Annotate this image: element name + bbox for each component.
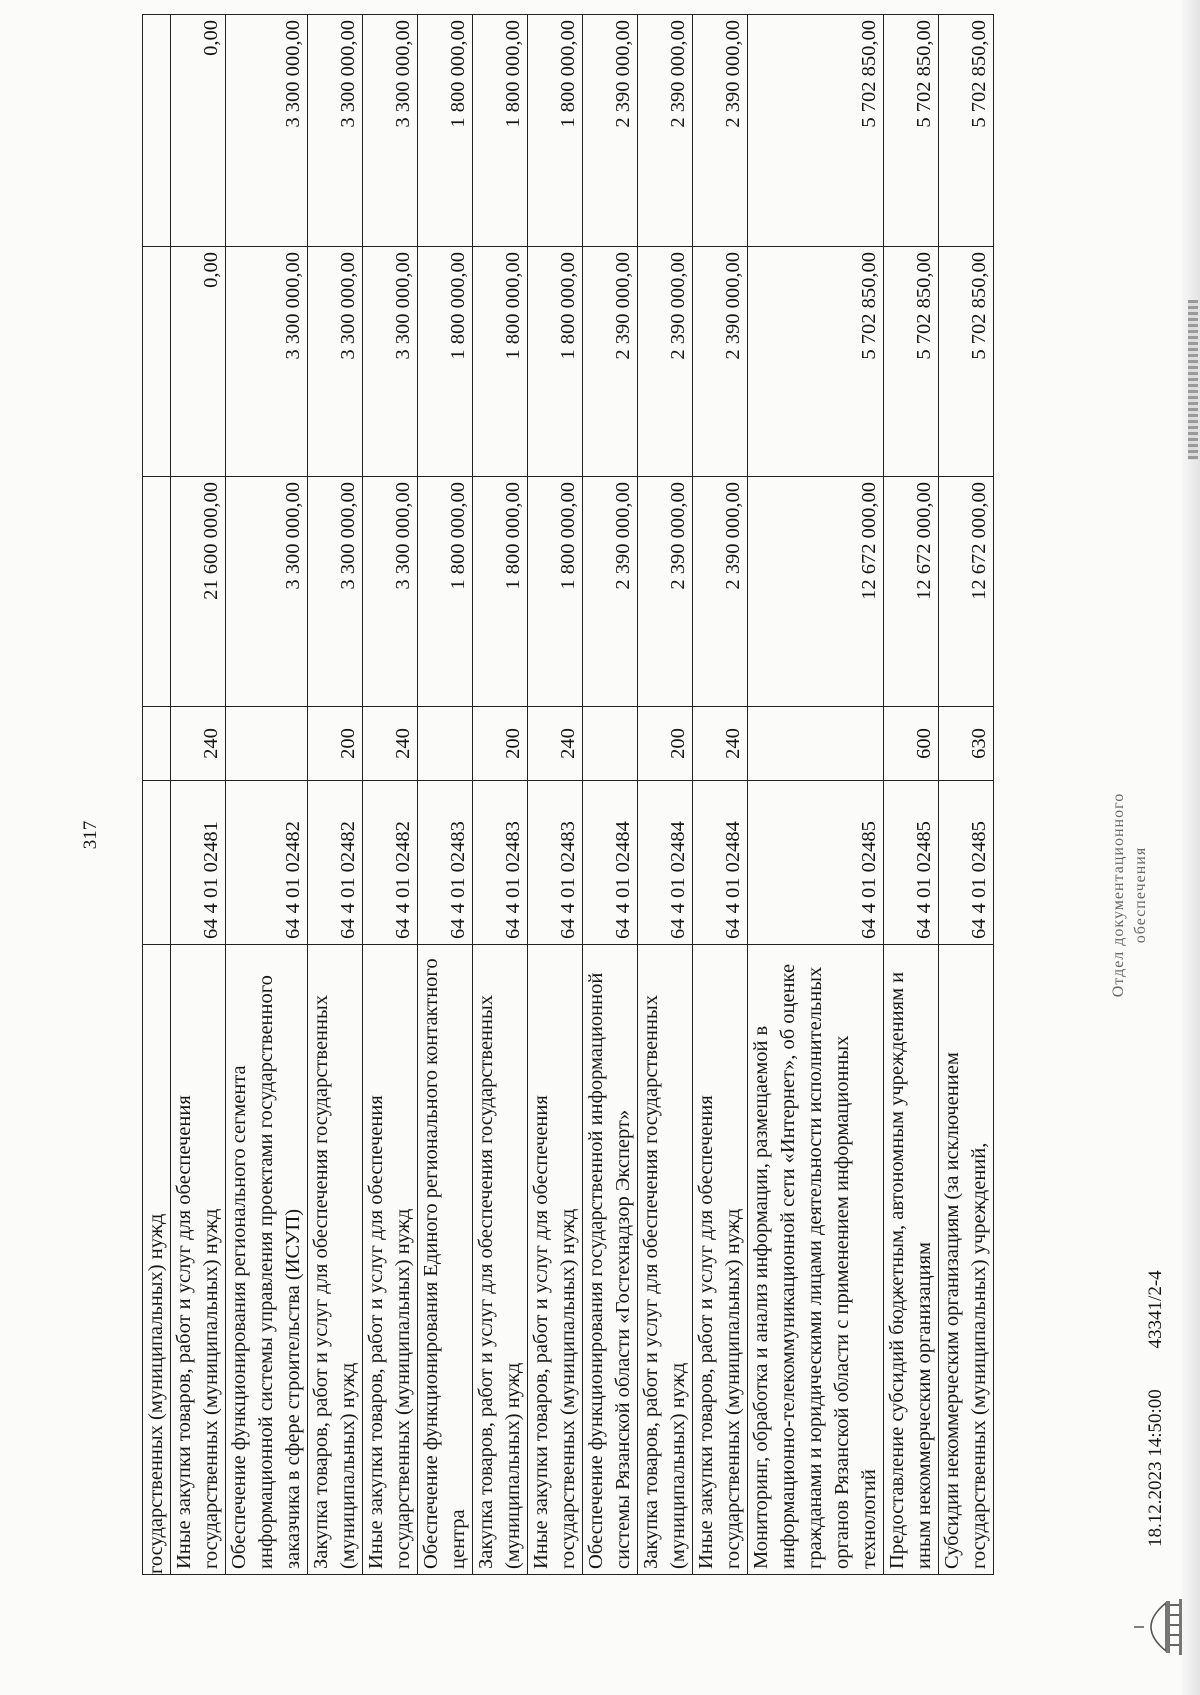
row-sum-3: 5 702 850,00: [748, 15, 884, 247]
row-sum-2: [143, 247, 171, 477]
page-number: 317: [80, 820, 101, 850]
row-vr: 200: [308, 707, 363, 781]
row-vr: [748, 707, 884, 781]
row-vr: [583, 707, 638, 781]
row-sum-1: 1 800 000,00: [418, 477, 473, 707]
row-sum-3: 5 702 850,00: [884, 15, 939, 247]
row-sum-2: 0,00: [171, 247, 226, 477]
row-name: Закупка товаров, работ и услуг для обеспечения государственных (муниципальных) нужд: [308, 945, 363, 1575]
row-sum-2: 1 800 000,00: [418, 247, 473, 477]
row-name: Обеспечение функционирования Единого регионального контактного центра: [418, 945, 473, 1575]
row-vr: 240: [171, 707, 226, 781]
row-sum-2: 5 702 850,00: [748, 247, 884, 477]
row-csr: 64 4 01 02483: [528, 781, 583, 945]
row-csr: 64 4 01 02482: [363, 781, 418, 945]
row-sum-1: 2 390 000,00: [583, 477, 638, 707]
row-csr: 64 4 01 02484: [638, 781, 693, 945]
stamp-line-1: Отдел документационного: [1110, 792, 1127, 998]
row-csr: 64 4 01 02483: [418, 781, 473, 945]
stamp-line-2: обеспечения: [1132, 846, 1149, 944]
row-sum-3: [143, 15, 171, 247]
row-sum-3: 1 800 000,00: [473, 15, 528, 247]
row-sum-3: 3 300 000,00: [226, 15, 308, 247]
table-row: [583, 15, 638, 1575]
footer: [1145, 1234, 1167, 1547]
row-vr: 630: [939, 707, 994, 781]
row-name: Обеспечение функционирования регионального сегмента информационной системы управления проектами государственного заказчика в сфере строительства (ИСУП): [226, 945, 308, 1575]
table-row: [308, 15, 363, 1575]
row-vr: [143, 707, 171, 781]
table-row: [638, 15, 693, 1575]
row-sum-1: 3 300 000,00: [363, 477, 418, 707]
row-name: Предоставление субсидий бюджетным, автономным учреждениям и иным некоммерческим организациям: [884, 945, 939, 1575]
row-sum-3: 1 800 000,00: [418, 15, 473, 247]
row-sum-2: 3 300 000,00: [363, 247, 418, 477]
row-csr: 64 4 01 02484: [583, 781, 638, 945]
row-sum-1: 1 800 000,00: [473, 477, 528, 707]
row-sum-1: 12 672 000,00: [748, 477, 884, 707]
row-sum-3: 2 390 000,00: [693, 15, 748, 247]
table-row: [528, 15, 583, 1575]
row-sum-2: 2 390 000,00: [693, 247, 748, 477]
row-sum-1: 3 300 000,00: [226, 477, 308, 707]
table-row: [226, 15, 308, 1575]
row-sum-2: 2 390 000,00: [638, 247, 693, 477]
row-sum-1: 12 672 000,00: [884, 477, 939, 707]
table-row: [418, 15, 473, 1575]
row-vr: 240: [528, 707, 583, 781]
row-sum-3: 2 390 000,00: [583, 15, 638, 247]
row-name: Иные закупки товаров, работ и услуг для обеспечения государственных (муниципальных) нужд: [693, 945, 748, 1575]
row-csr: 64 4 01 02484: [693, 781, 748, 945]
row-sum-1: 2 390 000,00: [693, 477, 748, 707]
row-csr: 64 4 01 02485: [884, 781, 939, 945]
footer-datetime: 18.12.2023 14:50:00: [1145, 1389, 1166, 1547]
footer-doc-id: 43341/2-4: [1145, 1270, 1166, 1349]
row-name: Обеспечение функционирования государственной информационной системы Рязанской области «Гостехнадзор Эксперт»: [583, 945, 638, 1575]
row-name: Иные закупки товаров, работ и услуг для обеспечения государственных (муниципальных) нужд: [528, 945, 583, 1575]
table-row: [473, 15, 528, 1575]
row-sum-3: 3 300 000,00: [308, 15, 363, 247]
row-csr: 64 4 01 02482: [308, 781, 363, 945]
row-csr: 64 4 01 02482: [226, 781, 308, 945]
row-vr: [418, 707, 473, 781]
row-sum-1: 21 600 000,00: [171, 477, 226, 707]
row-sum-2: 5 702 850,00: [939, 247, 994, 477]
row-csr: 64 4 01 02483: [473, 781, 528, 945]
budget-table-body: [143, 15, 994, 1575]
budget-table: [142, 14, 994, 1575]
row-sum-2: 3 300 000,00: [308, 247, 363, 477]
table-row: [363, 15, 418, 1575]
row-sum-2: 1 800 000,00: [473, 247, 528, 477]
row-sum-1: 2 390 000,00: [638, 477, 693, 707]
row-name: Закупка товаров, работ и услуг для обеспечения государственных (муниципальных) нужд: [638, 945, 693, 1575]
row-vr: 200: [638, 707, 693, 781]
row-sum-3: 0,00: [171, 15, 226, 247]
row-name: Субсидии некоммерческим организациям (за исключением государственных (муниципальных) учреждений,: [939, 945, 994, 1575]
row-csr: 64 4 01 02481: [171, 781, 226, 945]
table-row: [171, 15, 226, 1575]
row-sum-2: 5 702 850,00: [884, 247, 939, 477]
row-sum-3: 1 800 000,00: [528, 15, 583, 247]
scan-mark: [1188, 300, 1198, 460]
table-row: [143, 15, 171, 1575]
row-sum-2: 3 300 000,00: [226, 247, 308, 477]
row-name: государственных (муниципальных) нужд: [143, 945, 171, 1575]
row-sum-2: 2 390 000,00: [583, 247, 638, 477]
row-vr: [226, 707, 308, 781]
row-vr: 240: [693, 707, 748, 781]
row-name: Иные закупки товаров, работ и услуг для обеспечения государственных (муниципальных) нужд: [363, 945, 418, 1575]
table-row: [748, 15, 884, 1575]
row-vr: 600: [884, 707, 939, 781]
row-sum-1: 3 300 000,00: [308, 477, 363, 707]
row-sum-3: 5 702 850,00: [939, 15, 994, 247]
row-sum-3: 3 300 000,00: [363, 15, 418, 247]
department-stamp: [1108, 745, 1152, 1045]
row-vr: 200: [473, 707, 528, 781]
row-sum-1: 12 672 000,00: [939, 477, 994, 707]
table-row: [884, 15, 939, 1575]
table-row: [693, 15, 748, 1575]
scan-edge: [1182, 0, 1200, 1695]
row-csr: 64 4 01 02485: [748, 781, 884, 945]
duma-logo: [1130, 1595, 1184, 1659]
row-csr: [143, 781, 171, 945]
row-csr: 64 4 01 02485: [939, 781, 994, 945]
row-sum-1: [143, 477, 171, 707]
row-name: Мониторинг, обработка и анализ информации, размещаемой в информационно-телекоммуникационной сети «Интернет», об оценке гражданами и юридическими лицами деятельности исполнительных органов Рязанской области с применением информационных технологий: [748, 945, 884, 1575]
row-vr: 240: [363, 707, 418, 781]
row-sum-2: 1 800 000,00: [528, 247, 583, 477]
table-row: [939, 15, 994, 1575]
row-sum-1: 1 800 000,00: [528, 477, 583, 707]
row-name: Закупка товаров, работ и услуг для обеспечения государственных (муниципальных) нужд: [473, 945, 528, 1575]
row-name: Иные закупки товаров, работ и услуг для обеспечения государственных (муниципальных) нужд: [171, 945, 226, 1575]
row-sum-3: 2 390 000,00: [638, 15, 693, 247]
